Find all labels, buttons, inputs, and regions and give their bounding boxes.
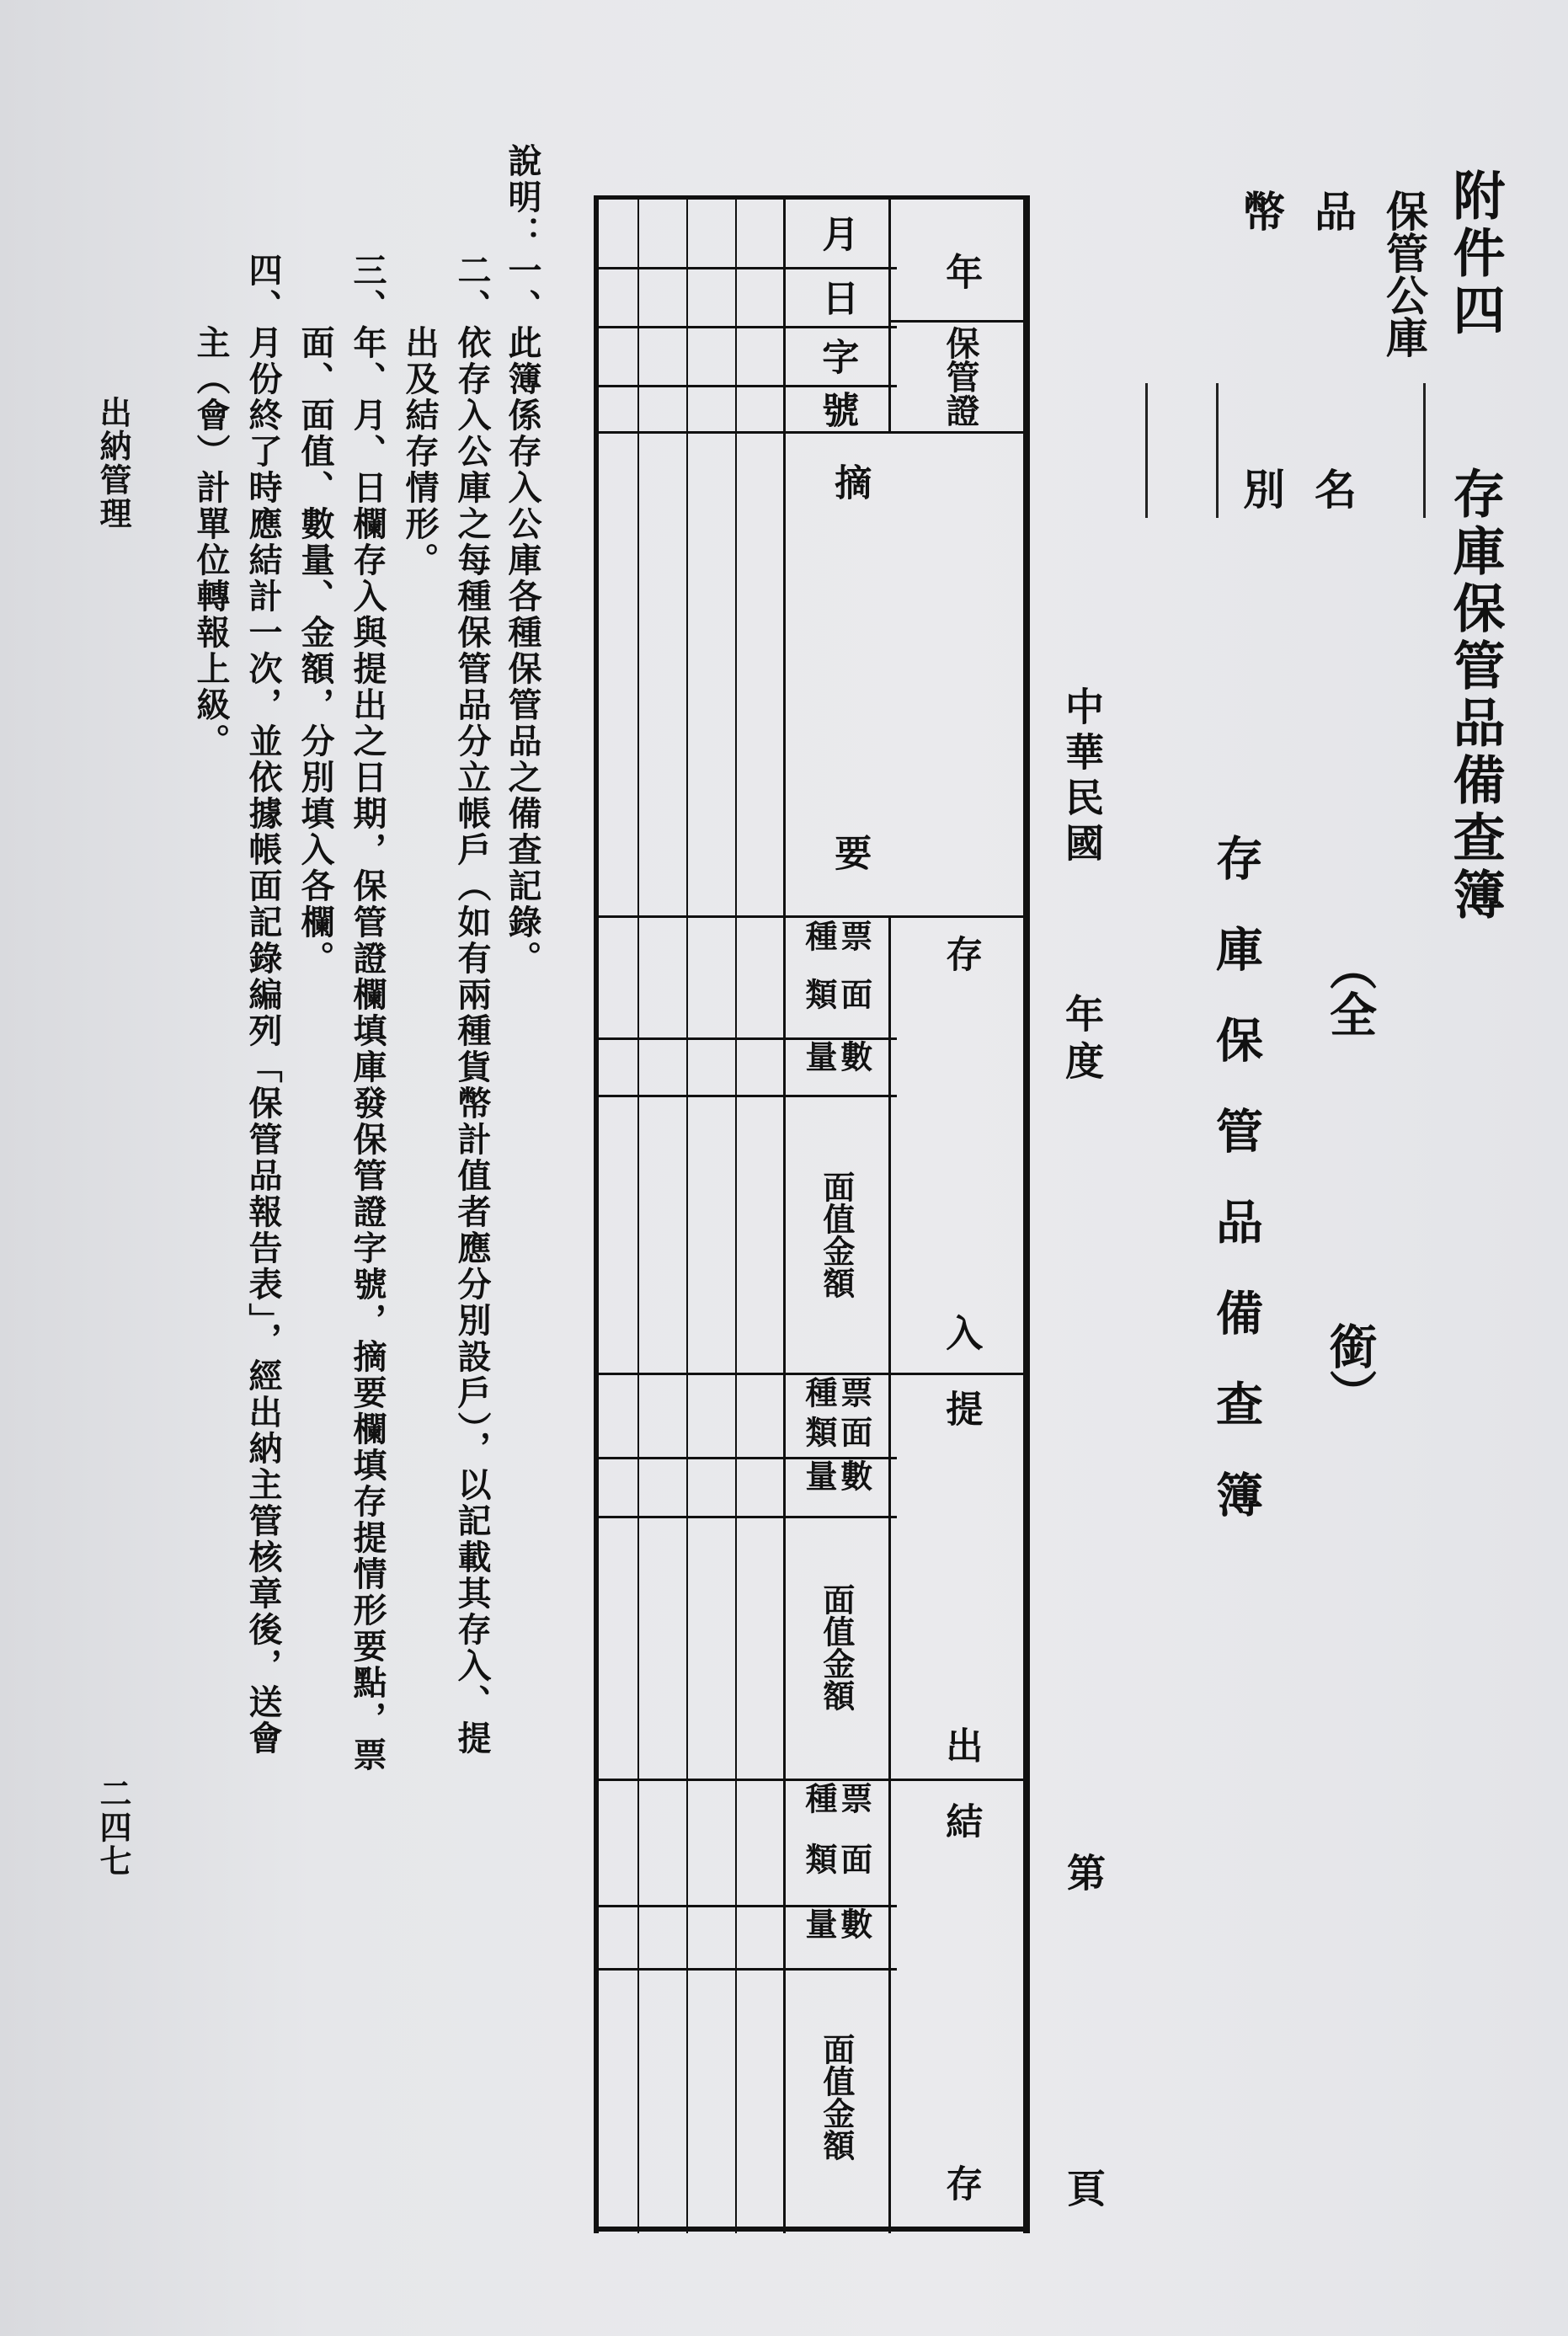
subcol-line: [888, 320, 1030, 323]
header-balance-1: 結: [939, 1802, 983, 1839]
subcol-line: [888, 1373, 891, 1779]
header-deposit-amount: 面值金額: [817, 1170, 856, 1299]
field-label-item-name: 品 名: [1308, 189, 1357, 560]
subcol-line: [888, 1779, 891, 2233]
header-month: 月: [815, 215, 859, 252]
header-balance-qty: 數量: [800, 1907, 873, 1939]
header-withdraw-1: 提: [939, 1389, 983, 1427]
note-item-3: 三、年、月、日欄存入與提出之日期，保管證欄填庫發保管證字號，摘要欄填存提情形要點，票: [348, 253, 387, 1773]
header-day: 日: [815, 278, 859, 316]
header-withdraw-2: 出: [939, 1726, 983, 1763]
table-border-right: [594, 2227, 1030, 2232]
note-item-2: 二、依存入公庫之每種保管品分立帳戶（如有兩種貨幣計值者應分別設戶），以記載其存入、提: [452, 253, 492, 1757]
header-char: 字: [815, 337, 859, 375]
header-withdraw-amount: 面值金額: [817, 1582, 856, 1711]
field-label-treasury: 保管公庫: [1379, 189, 1429, 358]
header-summary-1: 摘: [828, 463, 872, 500]
table-border-bottom: [594, 195, 599, 2233]
header-number: 號: [815, 391, 859, 428]
note-item-2-cont: 出及結存情形。: [400, 253, 440, 579]
footer-section-title: 出納管理: [94, 396, 132, 531]
table-border-top: [1023, 195, 1030, 2233]
full-title-paren-open: （全: [1322, 943, 1378, 1037]
header-balance-type: 票種 面類: [800, 1782, 873, 1875]
header-balance-2: 存: [939, 2164, 983, 2201]
subcol-line: [888, 195, 891, 434]
page-suffix-label: 頁: [1061, 2168, 1107, 2207]
field-line-item-name[interactable]: [1216, 383, 1219, 518]
field-line-treasury[interactable]: [1423, 383, 1426, 518]
header-year: 年: [939, 253, 983, 290]
header-withdraw-qty: 數量: [800, 1459, 873, 1491]
header-withdraw-type: 票種 面類: [800, 1376, 873, 1448]
footer-page-number: 二四七: [94, 1777, 132, 1878]
header-deposit-1: 存: [939, 935, 983, 972]
era-label: 中華民國: [1059, 686, 1105, 868]
header-cert: 保管證: [941, 326, 980, 427]
attachment-label: 附件四: [1444, 168, 1506, 340]
attachment-title-text: 存庫保管品備查簿: [1444, 467, 1506, 925]
row-divider: [735, 195, 737, 2233]
row-divider: [686, 195, 688, 2233]
header-summary-2: 要: [828, 834, 872, 871]
fiscal-year-label: 年度: [1059, 994, 1105, 1088]
note-item-4-cont: 主（會）計單位轉報上級。: [191, 253, 231, 760]
header-deposit-type: 票種 面類: [800, 920, 873, 1010]
col-divider-cert-summary: [594, 431, 1030, 434]
field-line-currency[interactable]: [1145, 383, 1148, 518]
col-divider-withdraw-balance: [594, 1779, 1030, 1781]
full-title-paren-close: 銜）: [1322, 1322, 1378, 1416]
subcol-line: [888, 915, 891, 1373]
ledger-table: [594, 195, 1032, 2233]
row-divider: [637, 195, 639, 2233]
field-label-currency: 幣 別: [1236, 189, 1286, 560]
note-item-3-cont: 面、面值、數量、金額，分別填入各欄。: [296, 253, 335, 977]
note-item-4: 四、月份終了時應結計一次，並依據帳面記錄編列「保管品報告表」，經出納主管核章後，送會: [243, 253, 283, 1757]
header-deposit-qty: 數量: [800, 1040, 873, 1072]
header-balance-amount: 面值金額: [817, 2033, 856, 2161]
notes-heading: 說明：: [503, 143, 542, 252]
attachment-title: [1444, 168, 1506, 925]
book-title: 存庫保管品備查簿: [1208, 834, 1264, 1561]
header-deposit-2: 入: [939, 1314, 983, 1351]
col-divider-summary-deposit: [594, 915, 1030, 918]
page-prefix-label: 第: [1061, 1853, 1107, 1891]
note-item-1: 一、此簿係存入公庫各種保管品之備查記錄。: [503, 253, 542, 977]
